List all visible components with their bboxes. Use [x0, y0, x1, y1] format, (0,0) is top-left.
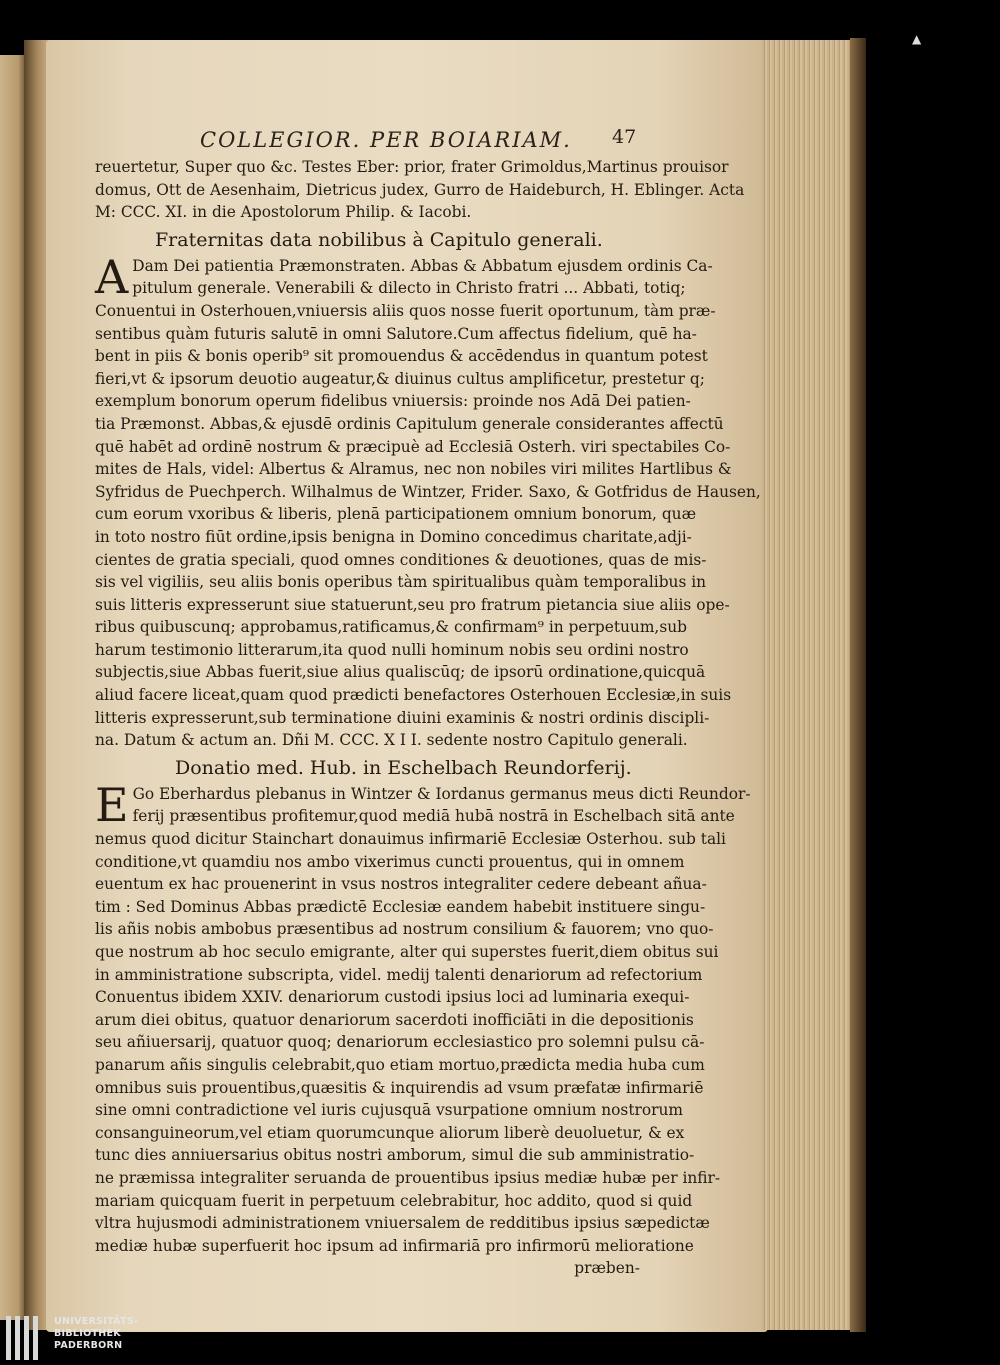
text-line: mites de Hals, videl: Albertus & Alramus, nec non nobiles viri milites Hartlibus & — [95, 460, 732, 479]
text-line: seu añiuersarij, quatuor quoq; denariorum ecclesiastico pro solemni pulsu cā- — [95, 1033, 705, 1052]
running-head: COLLEGIOR. PER BOIARIAM. — [200, 128, 572, 152]
text-line: tia Præmonst. Abbas,& ejusdē ordinis Capitulum generale considerantes affectū — [95, 414, 724, 433]
text-line: panarum añis singulis celebrabit,quo etiam mortuo,prædicta media huba cum — [95, 1055, 705, 1074]
text-line: subjectis,siue Abbas fuerit,siue alius qualiscūq; de ipsorū ordinatione,quicquā — [95, 663, 706, 682]
text-line: sentibus quàm futuris salutē in omni Salutore.Cum affectus fidelium, quē ha- — [95, 324, 697, 343]
text-line: Go Eberhardus plebanus in Wintzer & Iordanus germanus meus dicti Reundor- — [132, 784, 751, 803]
library-logo-icon — [6, 1316, 46, 1360]
section-donatio — [95, 777, 751, 1257]
text-line: tunc dies anniuersarius obitus nostri amborum, simul die sub amministratio- — [95, 1146, 695, 1165]
text-line: na. Datum & actum an. Dñi M. CCC. X I I. sedente nostro Capitulo generali. — [95, 731, 688, 750]
text-line: sis vel vigiliis, seu aliis bonis operibus tàm spiritualibus quàm temporalibus in — [95, 573, 707, 592]
section-heading: Donatio med. Hub. in Eschelbach Reundorferij. — [175, 756, 632, 779]
text-line: tim : Sed Dominus Abbas prædictē Ecclesiæ eandem habebit instituere singu- — [95, 897, 706, 916]
text-line: suis litteris expresserunt siue statuerunt,seu pro fratrum pietancia siue aliis ope- — [95, 595, 730, 614]
text-line: ribus quibuscunq; approbamus,ratificamus,& confirmam⁹ in perpetuum,sub — [95, 618, 687, 637]
text-line: fieri,vt & ipsorum deuotio augeatur,& diuinus cultus amplificetur, prestetur q; — [95, 369, 705, 388]
text-line: ne præmissa integraliter seruanda de prouentibus ipsius mediæ hubæ per infir- — [95, 1168, 721, 1187]
text-line: arum diei obitus, quatuor denariorum sacerdoti inofficiāti in die depositionis — [95, 1010, 694, 1029]
text-line: cum eorum vxoribus & liberis, plenā participationem omnium bonorum, quæ — [95, 505, 697, 524]
text-line: cientes de gratia speciali, quod omnes conditiones & deuotiones, quas de mis- — [95, 550, 707, 569]
text-line: mariam quicquam fuerit in perpetuum celebrabitur, hoc addito, quod si quid — [95, 1191, 693, 1210]
library-logo-text: UNIVERSITÄTS- BIBLIOTHEK PADERBORN — [54, 1316, 139, 1351]
text-line: harum testimonio litterarum,ita quod nulli hominum nobis seu ordini nostro — [95, 640, 689, 659]
text-line: Conuentui in Osterhouen,vniuersis aliis quos nosse fuerit oportunum, tàm præ- — [95, 301, 716, 320]
text-line: mediæ hubæ superfuerit hoc ipsum ad infirmariā pro infirmorū melioratione — [95, 1236, 694, 1255]
text-line: consanguineorum,vel etiam quorumcunque aliorum liberè deuoluetur, & ex — [95, 1123, 685, 1142]
intro-block — [95, 156, 745, 224]
text-line: Syfridus de Puechperch. Wilhalmus de Wintzer, Frider. Saxo, & Gotfridus de Hausen, — [95, 482, 761, 501]
text-line: ferij præsentibus profitemur,quod mediā hubā nostrā in Eschelbach sitā ante — [132, 807, 735, 826]
text-line: Dam Dei patientia Præmonstraten. Abbas & Abbatum ejusdem ordinis Ca- — [132, 256, 713, 275]
text-line: vltra hujusmodi administrationem vniuersalem de redditibus ipsius sæpedictæ — [95, 1214, 710, 1233]
text-line: pitulum generale. Venerabili & dilecto in Christo fratri ... Abbati, totiq; — [132, 279, 686, 298]
text-line: conditione,vt quamdiu nos ambo vixerimus cuncti prouentus, qui in omnem — [95, 852, 685, 871]
text-line: litteris expresserunt,sub terminatione diuini examinis & nostri ordinis discipli- — [95, 708, 710, 727]
book-cover-edge — [850, 38, 866, 1332]
text-line: que nostrum ab hoc seculo emigrante, alter qui superstes fuerit,diem obitus sui — [95, 943, 719, 961]
page-body — [95, 156, 761, 1280]
text-line: domus, Ott de Aesenhaim, Dietricus judex, Gurro de Haideburch, H. Eblinger. Acta — [95, 180, 745, 199]
text-line: reuertetur, Super quo &c. Testes Eber: prior, frater Grimoldus,Martinus prouisor — [95, 158, 729, 176]
drop-capital: A — [95, 249, 129, 304]
facing-page-edge — [0, 55, 26, 1320]
text-line: quē habēt ad ordinē nostrum & præcipuè ad Ecclesiā Osterh. viri spectabiles Co- — [95, 437, 731, 456]
text-line: sine omni contradictione vel iuris cujusquā vsurpatione omnium nostrorum — [95, 1101, 684, 1120]
text-line: in amministratione subscripta, videl. medij talenti denariorum ad refectorium — [95, 965, 703, 984]
text-line: bent in piis & bonis operib⁹ sit promouendus & accēdendus in quantum potest — [95, 347, 708, 366]
library-logo — [0, 1310, 150, 1365]
drop-capital: E — [95, 777, 129, 832]
text-line: euentum ex hac prouenerint in vsus nostros integraliter cedere debeant añua- — [95, 875, 707, 894]
text-line: M: CCC. XI. in die Apostolorum Philip. & Iacobi. — [95, 203, 472, 222]
page-edges — [762, 40, 860, 1330]
section-fraternitas — [95, 249, 761, 752]
text-line: exemplum bonorum operum fidelibus vniuersis: proinde nos Adā Dei patien- — [95, 392, 691, 411]
text-line: nemus quod dicitur Stainchart donauimus infirmariē Ecclesiæ Osterhou. sub tali — [95, 830, 726, 849]
text-line: omnibus suis prouentibus,quæsitis & inquirendis ad vsum præfatæ infirmariē — [95, 1078, 704, 1097]
text-line: aliud facere liceat,quam quod prædicti benefactores Osterhouen Ecclesiæ,in suis — [95, 686, 732, 705]
text-line: lis añis nobis ambobus præsentibus ad nostrum consilium & fauorem; vno quo- — [95, 920, 714, 939]
scan-marker-icon: ▲ — [912, 32, 922, 46]
text-line: in toto nostro fiūt ordine,ipsis benigna in Domino concedimus charitate,adji- — [95, 527, 692, 546]
catchword: præben- — [574, 1259, 640, 1278]
section-heading: Fraternitas data nobilibus à Capitulo generali. — [155, 228, 603, 251]
page-number: 47 — [612, 126, 637, 148]
text-line: Conuentus ibidem XXIV. denariorum custodi ipsius loci ad luminaria exequi- — [95, 988, 690, 1007]
